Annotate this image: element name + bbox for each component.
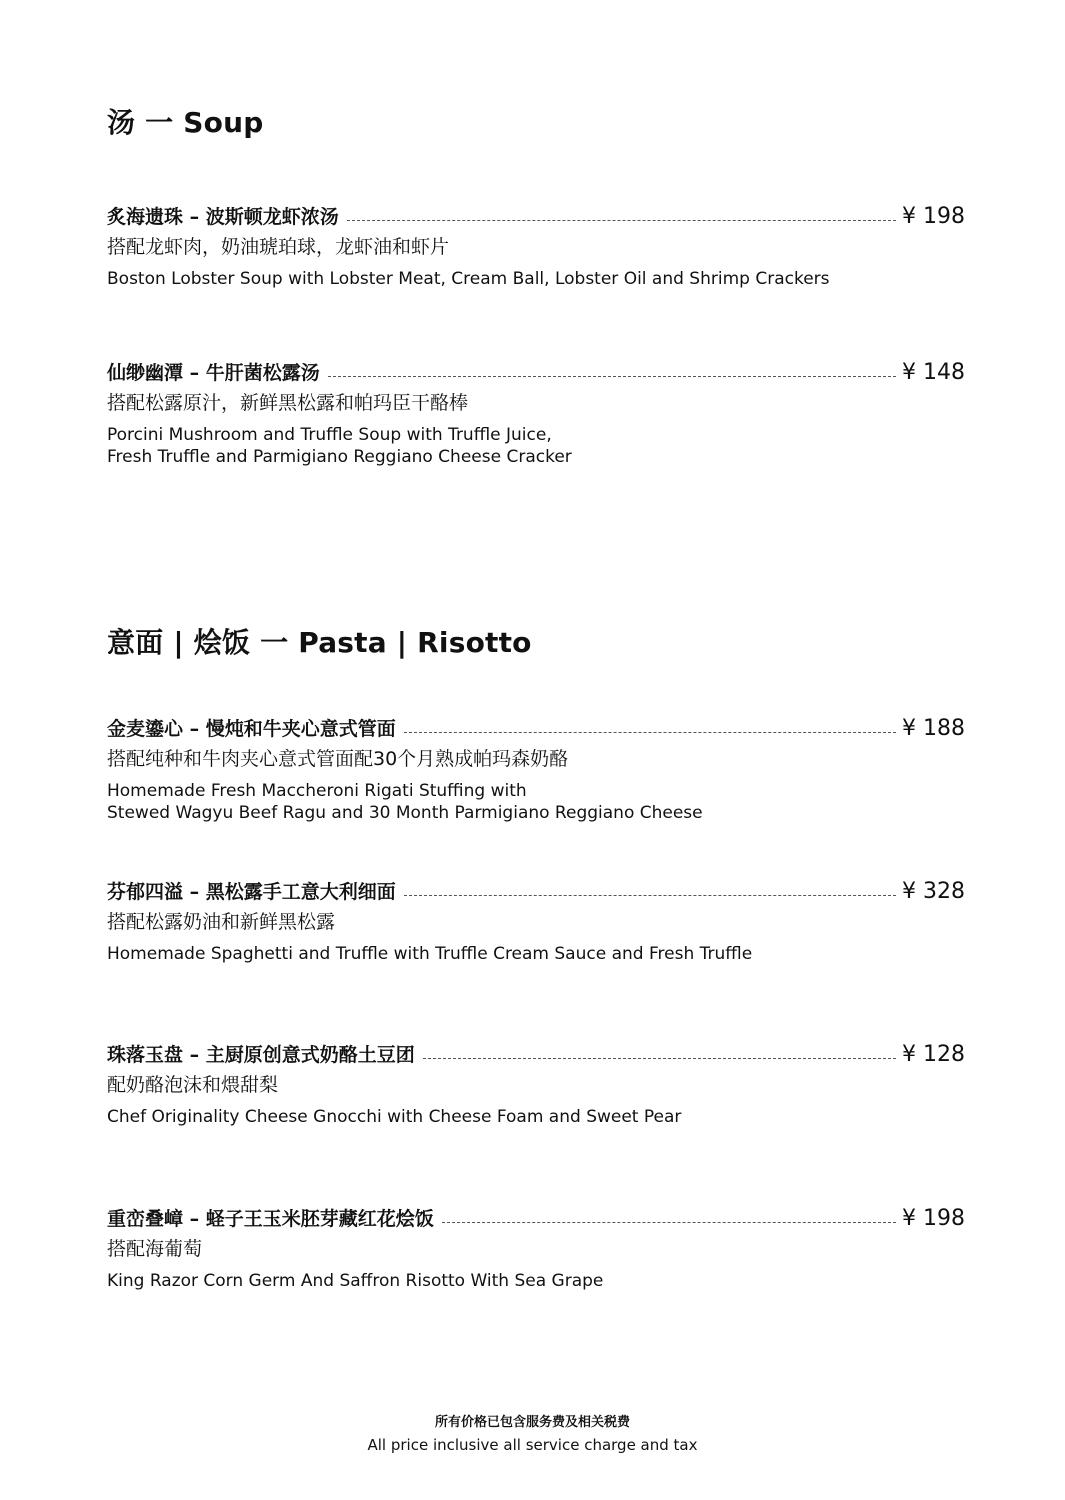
dotted-leader — [347, 220, 896, 221]
menu-item-description-cn: 搭配松露原汁，新鲜黑松露和帕玛臣干酪棒 — [107, 392, 469, 414]
menu-item-header — [107, 878, 965, 906]
menu-item-name: 芬郁四溢 – 黑松露手工意大利细面 — [107, 881, 396, 903]
footer-note-en: All price inclusive all service charge and tax — [367, 1436, 698, 1454]
menu-item-description-cn: 配奶酪泡沫和煨甜梨 — [107, 1074, 279, 1096]
menu-item-description-en: Homemade Fresh Maccheroni Rigati Stuffing with Stewed Wagyu Beef Ragu and 30 Month Parmigiano Reggiano Cheese — [107, 781, 703, 823]
menu-item-header — [107, 1041, 965, 1069]
menu-item-name: 金麦鎏心 – 慢炖和牛夹心意式管面 — [107, 718, 396, 740]
menu-item-name: 仙缈幽潭 – 牛肝菌松露汤 — [107, 362, 320, 384]
dotted-leader — [404, 895, 896, 896]
menu-item-price: ¥ 198 — [902, 1206, 965, 1231]
menu-item-name: 炙海遗珠 – 波斯顿龙虾浓汤 — [107, 206, 339, 228]
footer-note-cn: 所有价格已包含服务费及相关税费 — [434, 1415, 630, 1430]
dotted-leader — [423, 1058, 896, 1059]
menu-item-description-en: King Razor Corn Germ And Saffron Risotto With Sea Grape — [107, 1271, 604, 1291]
menu-item — [107, 878, 965, 965]
menu-item-header — [107, 1205, 965, 1233]
menu-item-description-cn: 搭配松露奶油和新鲜黑松露 — [107, 911, 336, 933]
menu-item — [107, 203, 965, 290]
menu-item-name: 珠落玉盘 – 主厨原创意式奶酪土豆团 — [107, 1044, 415, 1066]
menu-item — [107, 715, 965, 824]
menu-item-price: ¥ 328 — [902, 879, 965, 904]
section-title-soup: 汤 一 Soup — [107, 106, 264, 139]
menu-item-header — [107, 359, 965, 387]
menu-item — [107, 359, 965, 468]
dotted-leader — [442, 1222, 896, 1223]
section-title-pasta-risotto: 意面 | 烩饭 一 Pasta | Risotto — [107, 626, 532, 659]
menu-item-price: ¥ 128 — [902, 1042, 965, 1067]
menu-item-price: ¥ 188 — [902, 716, 965, 741]
menu-item-description-cn: 搭配海葡萄 — [107, 1238, 203, 1260]
menu-item-description-cn: 搭配龙虾肉，奶油琥珀球，龙虾油和虾片 — [107, 236, 450, 258]
menu-item — [107, 1205, 965, 1292]
menu-item-description-cn: 搭配纯种和牛肉夹心意式管面配30个月熟成帕玛森奶酪 — [107, 748, 569, 770]
menu-item-header — [107, 715, 965, 743]
menu-item-price: ¥ 198 — [902, 204, 965, 229]
dotted-leader — [404, 732, 896, 733]
menu-item — [107, 1041, 965, 1128]
menu-item-price: ¥ 148 — [902, 360, 965, 385]
menu-item-description-en: Porcini Mushroom and Truffle Soup with Truffle Juice, Fresh Truffle and Parmigiano Reggiano Cheese Cracker — [107, 425, 572, 467]
menu-item-description-en: Boston Lobster Soup with Lobster Meat, Cream Ball, Lobster Oil and Shrimp Crackers — [107, 269, 830, 289]
menu-item-description-en: Chef Originality Cheese Gnocchi with Cheese Foam and Sweet Pear — [107, 1107, 682, 1127]
footer-note — [0, 1414, 1065, 1456]
menu-item-name: 重峦叠嶂 – 蛏子王玉米胚芽藏红花烩饭 — [107, 1208, 434, 1230]
menu-item-description-en: Homemade Spaghetti and Truffle with Truffle Cream Sauce and Fresh Truffle — [107, 944, 753, 964]
menu-item-header — [107, 203, 965, 231]
dotted-leader — [328, 376, 896, 377]
